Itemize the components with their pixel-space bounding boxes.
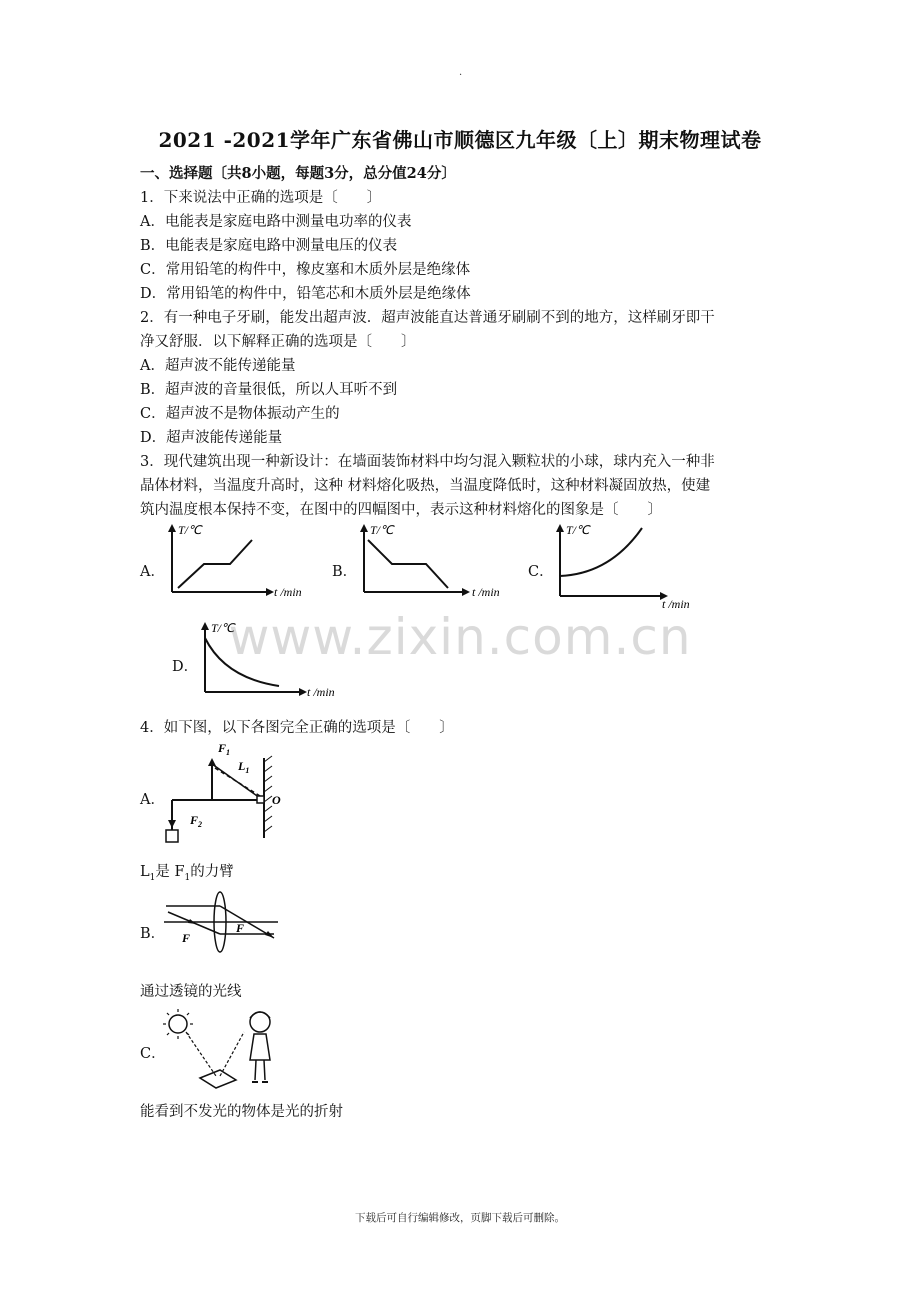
q3-c-y-label: T/℃ <box>566 523 590 537</box>
q3-a-x-label: t /min <box>274 585 302 599</box>
fig-a-L1: L <box>238 759 246 773</box>
q2-option-c: C．超声波不是物体振动产生的 <box>140 406 340 422</box>
page-title: 2021 -2021学年广东省佛山市顺德区九年级〔上〕期末物理试卷 <box>158 128 762 152</box>
fig-a-F2: F <box>190 813 199 827</box>
page-footer: 下载后可自行编辑修改，页脚下载后可删除。 <box>355 1212 565 1224</box>
q2-stem-line1: 2．有一种电子牙刷，能发出超声波．超声波能直达普通牙刷刷不到的地方，这样刷牙即干 <box>140 310 715 326</box>
q4-caption-a <box>140 862 234 888</box>
q3-c-x-label: t /min <box>662 597 690 610</box>
q4-label-c: C． <box>140 1046 166 1062</box>
section-heading: 一、选择题〔共8小题，每题3分，总分值24分〕 <box>140 165 456 182</box>
q4-figure-b-lens <box>160 888 290 958</box>
svg-text:L1 <box>237 759 249 775</box>
caption-a-L: L <box>140 864 150 880</box>
caption-a-sub1: 1 <box>149 872 156 883</box>
q3-label-b: B． <box>332 564 358 580</box>
fig-b-F-right: F <box>236 921 245 935</box>
q4-stem: 4．如下图，以下各图完全正确的选项是〔 〕 <box>140 720 454 736</box>
q3-b-y-label: T/℃ <box>370 523 394 537</box>
q3-graph-b <box>352 520 512 600</box>
q4-caption-c: 能看到不发光的物体是光的折射 <box>140 1104 343 1120</box>
fig-b-F-left: F <box>182 931 191 945</box>
svg-text:F1 <box>217 741 230 757</box>
fig-a-L1-sub: 1 <box>245 766 250 775</box>
q3-stem-line2: 晶体材料，当温度升高时，这种 材料熔化吸热，当温度降低时，这种材料凝固放热，使建 <box>140 478 711 494</box>
caption-a-mid: 是 F <box>155 864 185 880</box>
q2-option-d: D．超声波能传递能量 <box>140 430 283 446</box>
q3-b-x-label: t /min <box>472 585 500 599</box>
q2-option-b: B．超声波的音量很低，所以人耳听不到 <box>140 382 398 398</box>
q1-option-b: B．电能表是家庭电路中测量电压的仪表 <box>140 238 398 254</box>
q4-figure-a-lever <box>160 738 290 850</box>
q4-caption-b: 通过透镜的光线 <box>140 984 242 1000</box>
q1-option-c: C．常用铅笔的构件中，橡皮塞和木质外层是绝缘体 <box>140 262 471 278</box>
header-mark: · <box>459 70 463 81</box>
fig-a-F2-sub: 2 <box>198 820 203 829</box>
q1-option-a: A．电能表是家庭电路中测量电功率的仪表 <box>140 214 412 230</box>
fig-a-F1: F <box>218 741 227 755</box>
q4-label-a: A． <box>140 792 165 808</box>
q3-d-y-label: T/℃ <box>211 621 235 635</box>
q1-stem: 1．下来说法中正确的选项是〔 〕 <box>140 190 382 206</box>
q3-stem-line3: 筑内温度根本保持不变，在图中的四幅图中，表示这种材料熔化的图象是〔 〕 <box>140 502 662 518</box>
q2-stem-line2: 净又舒服．以下解释正确的选项是〔 〕 <box>140 334 416 350</box>
q3-d-x-label: t /min <box>307 685 335 699</box>
fig-a-O: O <box>272 793 281 807</box>
q3-label-a: A． <box>140 564 165 580</box>
q3-label-c: C． <box>528 564 554 580</box>
q1-option-d: D．常用铅笔的构件中，铅笔芯和木质外层是绝缘体 <box>140 286 471 302</box>
fig-a-F1-sub: 1 <box>226 748 231 757</box>
q4-figure-c-reflection <box>160 1004 290 1094</box>
q3-a-y-label: T/℃ <box>178 523 202 537</box>
q3-label-d: D． <box>172 659 199 675</box>
svg-text:F2 <box>189 813 202 829</box>
q3-graph-c <box>550 520 710 610</box>
q2-option-a: A．超声波不能传递能量 <box>140 358 296 374</box>
q4-label-b: B． <box>140 926 166 942</box>
q3-graph-a <box>160 520 315 600</box>
caption-a-sub2: 1 <box>184 872 191 883</box>
caption-a-end: 的力臂 <box>190 864 234 880</box>
watermark: www.zixin.com.cn <box>228 608 692 666</box>
q3-stem-line1: 3．现代建筑出现一种新设计：在墙面装饰材料中均匀混入颗粒状的小球，球内充入一种非 <box>140 454 715 470</box>
